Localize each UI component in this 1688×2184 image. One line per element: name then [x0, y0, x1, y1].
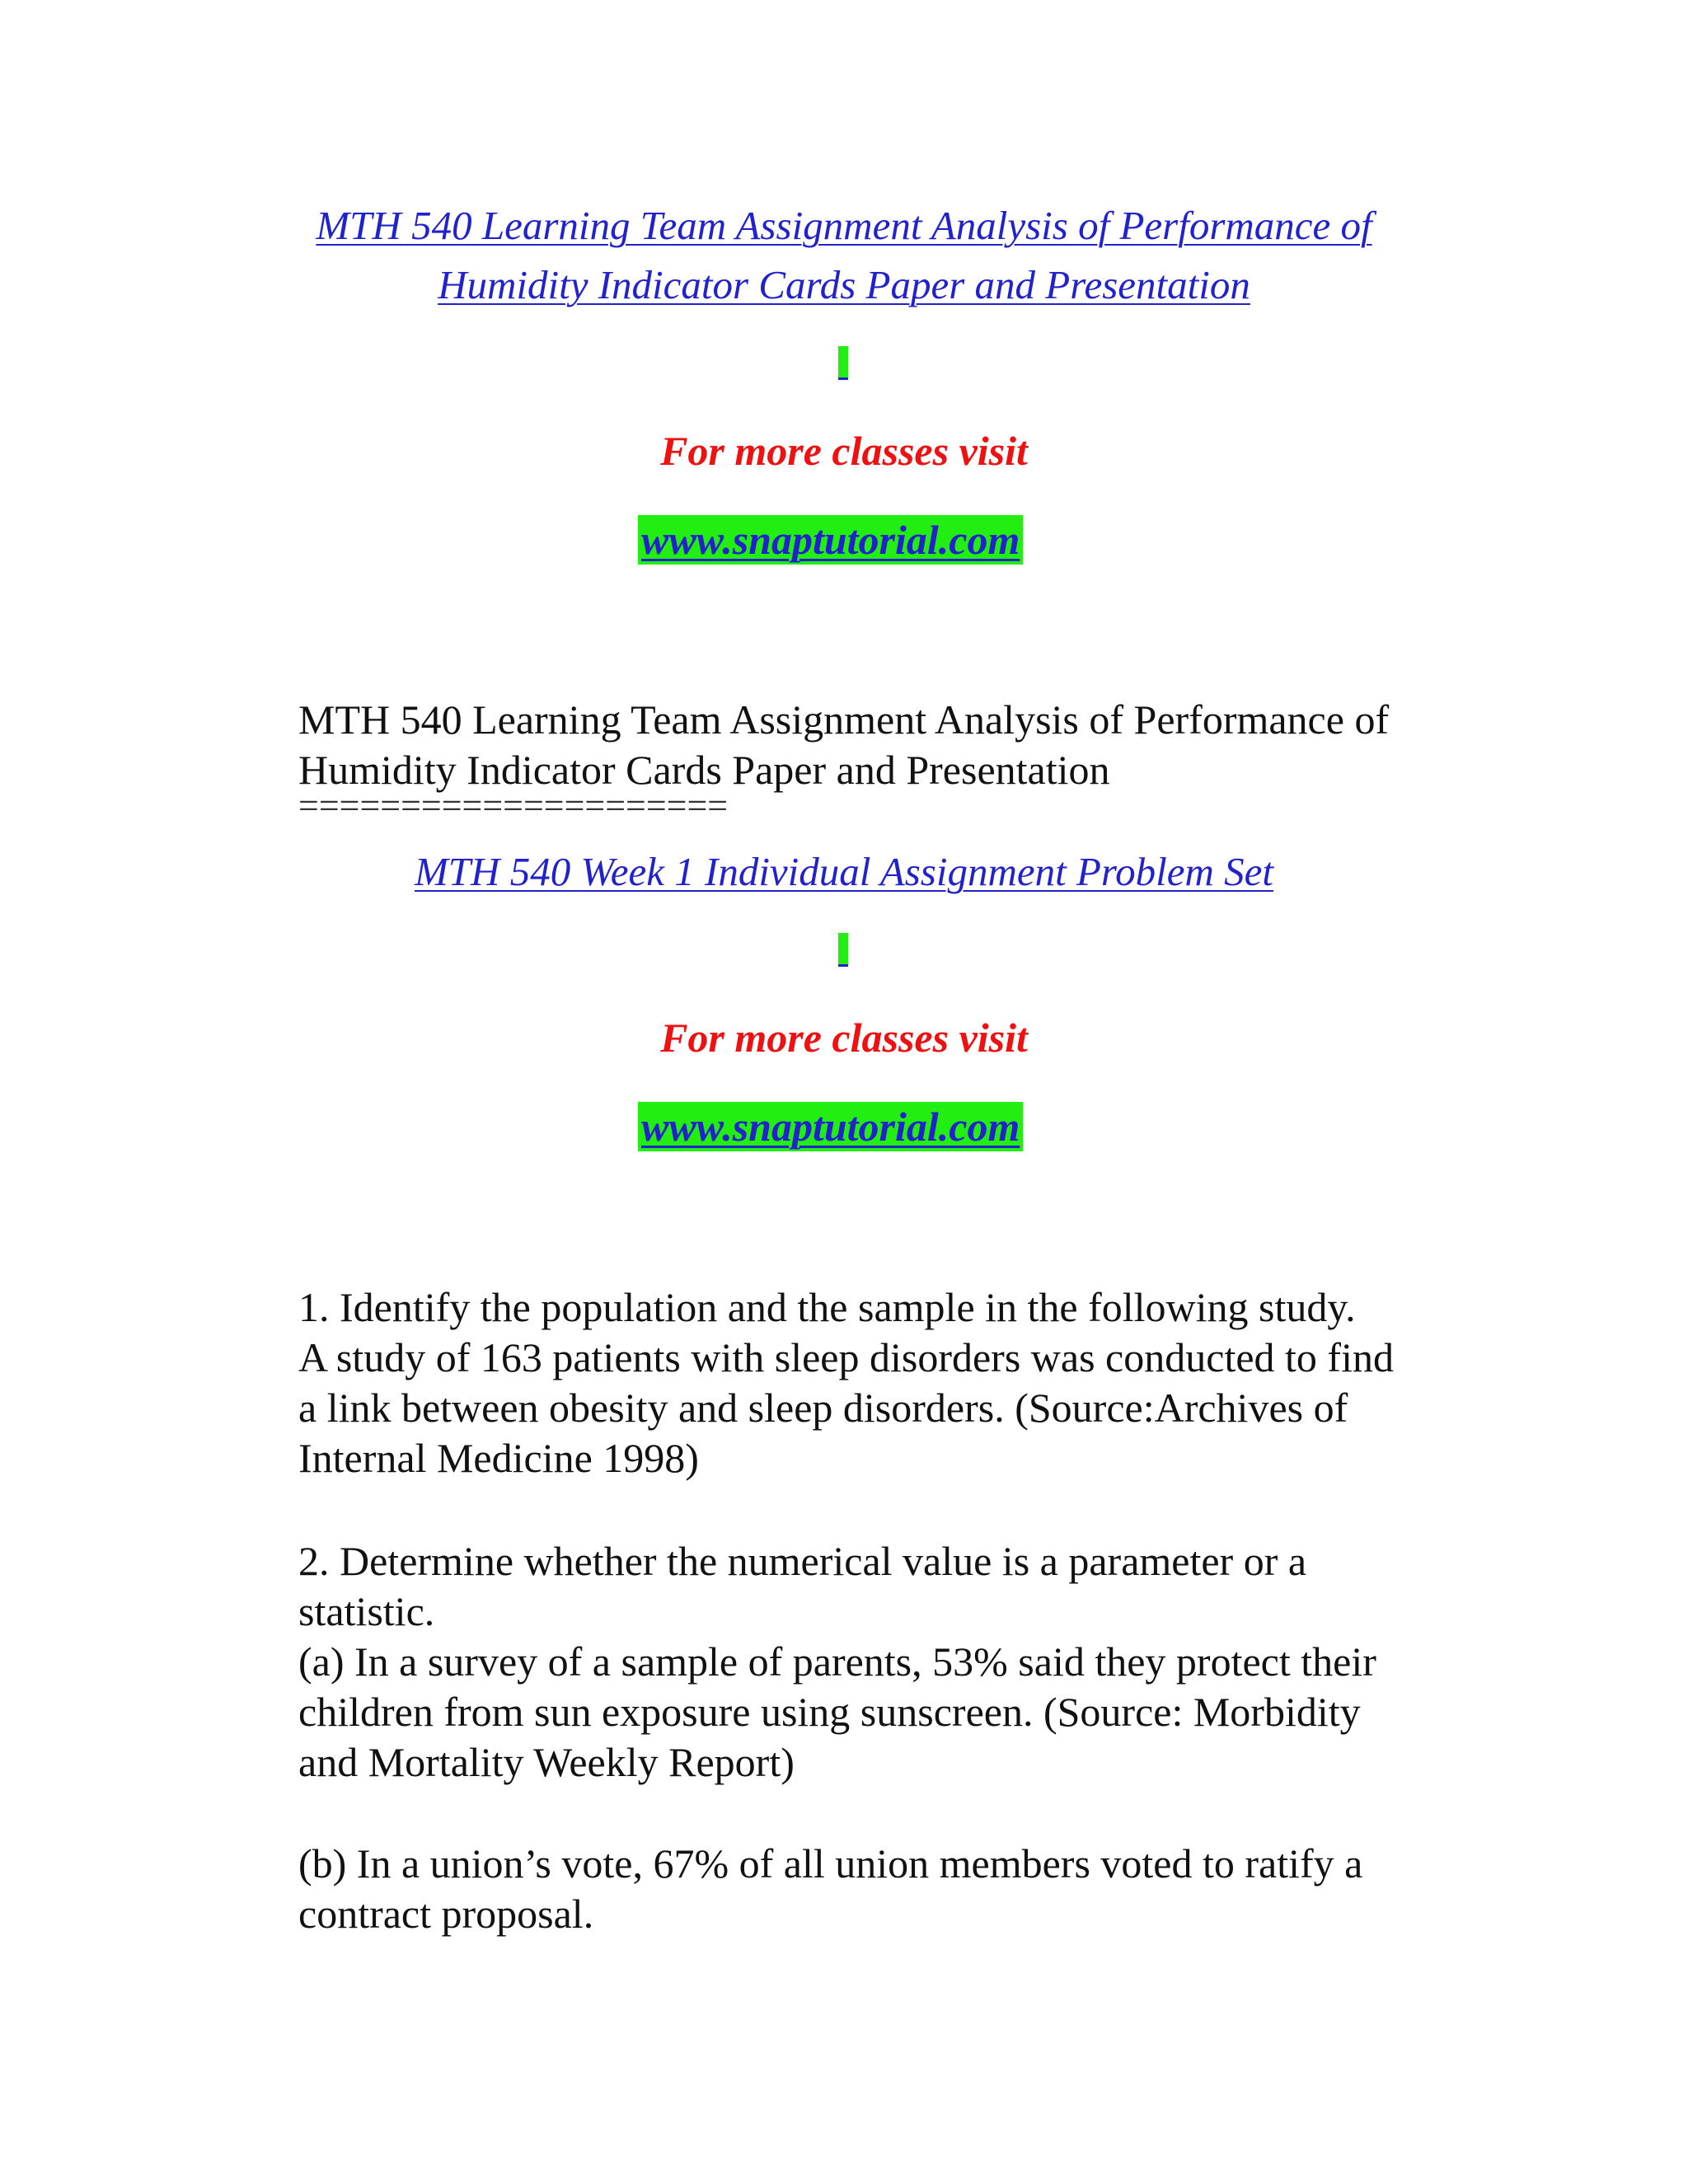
q1-line-3: a link between obesity and sleep disorders. (Source:Archives of: [298, 1385, 1348, 1431]
question-2: [298, 1536, 1518, 1788]
site-link[interactable]: www.snaptutorial.com: [638, 515, 1023, 565]
week1-link-block: [0, 842, 1688, 902]
green-link-marker[interactable]: [838, 346, 848, 380]
q2a-line-2: children from sun exposure using sunscreen. (Source: Morbidity: [298, 1689, 1361, 1735]
intro-text: [298, 695, 1518, 795]
intro-line-2: Humidity Indicator Cards Paper and Presentation: [298, 747, 1110, 793]
visit-text: For more classes visit: [660, 428, 1028, 474]
q2b-line-1: (b) In a union’s vote, 67% of all union members voted to ratify a: [298, 1840, 1363, 1886]
title-link-line2[interactable]: Humidity Indicator Cards Paper and Presentation: [438, 262, 1250, 307]
q2a-line-1: (a) In a survey of a sample of parents, 53% said they protect their: [298, 1638, 1376, 1685]
visit-text-2: For more classes visit: [660, 1015, 1028, 1061]
week1-link[interactable]: MTH 540 Week 1 Individual Assignment Problem Set: [414, 849, 1273, 894]
intro-line-1: MTH 540 Learning Team Assignment Analysis of Performance of: [298, 696, 1390, 743]
separator-line: =====================: [298, 785, 729, 826]
q1-line-4: Internal Medicine 1998): [298, 1435, 699, 1481]
q2a-line-3: and Mortality Weekly Report): [298, 1739, 795, 1785]
green-link-marker-2[interactable]: [838, 933, 848, 967]
question-2b: [298, 1839, 1518, 1939]
question-1: [298, 1282, 1518, 1483]
q2-line-1: 2. Determine whether the numerical value is a parameter or a: [298, 1538, 1307, 1584]
title-link-block-2: [0, 255, 1688, 315]
q2-line-2: statistic.: [298, 1588, 435, 1634]
title-link-line1[interactable]: MTH 540 Learning Team Assignment Analysis of Performance of: [316, 203, 1372, 248]
site-link-2[interactable]: www.snaptutorial.com: [638, 1102, 1023, 1151]
q1-line-1: 1. Identify the population and the sample in the following study.: [298, 1284, 1356, 1330]
q1-line-2: A study of 163 patients with sleep disorders was conducted to find: [298, 1334, 1394, 1380]
q2b-line-2: contract proposal.: [298, 1891, 594, 1937]
title-link-block: [0, 196, 1688, 255]
